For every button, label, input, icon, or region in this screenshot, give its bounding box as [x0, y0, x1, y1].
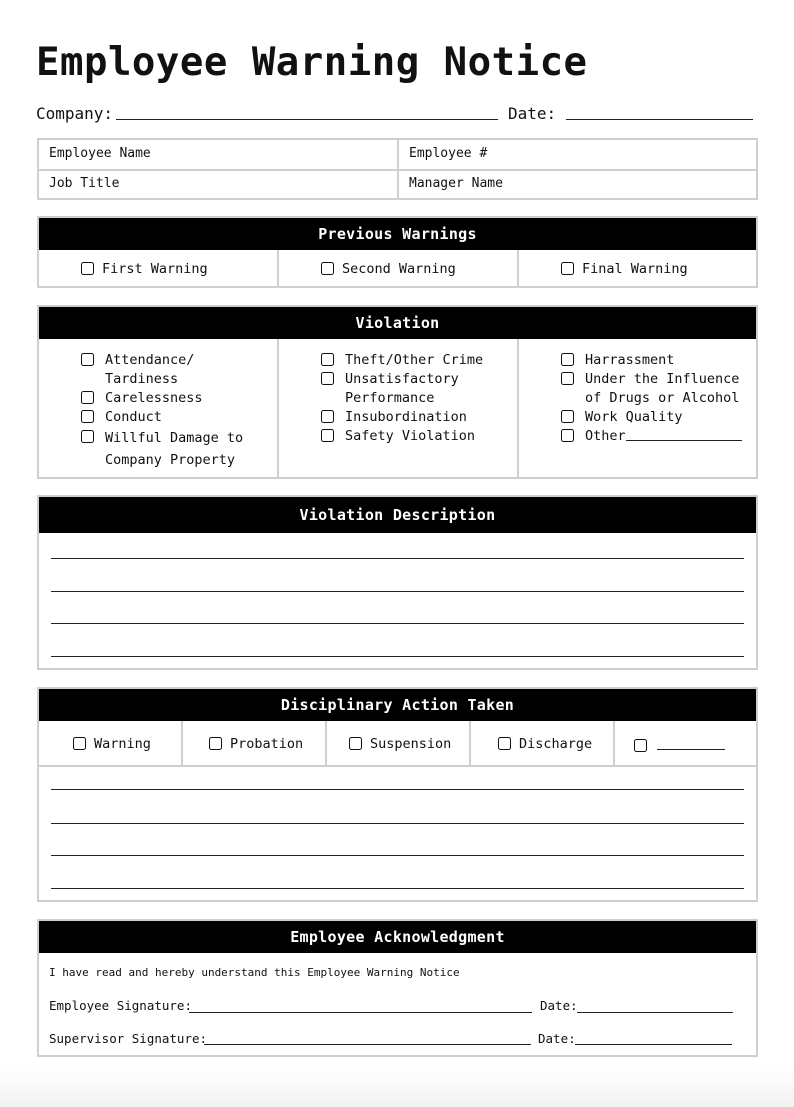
action-line[interactable] — [51, 855, 744, 856]
other-action-checkbox[interactable] — [634, 738, 725, 754]
acknowledgment-section — [37, 919, 758, 1057]
supervisor-date-label: Date: — [538, 1031, 576, 1046]
description-line[interactable] — [51, 558, 744, 559]
disciplinary-action-heading: Disciplinary Action Taken — [39, 689, 756, 721]
date-field[interactable] — [566, 119, 753, 120]
action-line[interactable] — [51, 789, 744, 790]
employee-signature-field[interactable] — [189, 1012, 532, 1013]
violation-description-section — [37, 495, 758, 670]
unsatisfactory-performance-checkbox[interactable]: Unsatisfactory Performance — [321, 370, 511, 408]
description-line[interactable] — [51, 623, 744, 624]
employee-name-field[interactable]: Employee Name — [49, 146, 151, 161]
date-label: Date: — [508, 104, 557, 123]
violation-column-1 — [81, 351, 271, 471]
disciplinary-action-section — [37, 687, 758, 902]
employee-number-field[interactable]: Employee # — [409, 146, 488, 161]
checkbox-icon — [81, 262, 94, 275]
employee-info-table — [37, 138, 758, 200]
probation-checkbox[interactable]: Probation — [209, 736, 303, 752]
page-title: Employee Warning Notice — [36, 40, 588, 85]
attendance-checkbox[interactable]: Attendance/ Tardiness — [81, 351, 271, 389]
under-influence-checkbox[interactable]: Under the Influence of Drugs or Alcohol — [561, 370, 757, 408]
violation-section — [37, 305, 758, 479]
harrassment-checkbox[interactable]: Harrassment — [561, 351, 757, 370]
violation-column-3 — [561, 351, 757, 446]
checkbox-icon — [321, 262, 334, 275]
supervisor-signature-label: Supervisor Signature: — [49, 1031, 208, 1046]
supervisor-signature-field[interactable] — [204, 1044, 531, 1045]
company-field[interactable] — [116, 119, 498, 120]
first-warning-checkbox[interactable]: First Warning — [81, 261, 208, 277]
discharge-checkbox[interactable]: Discharge — [498, 736, 592, 752]
warning-checkbox[interactable]: Warning — [73, 736, 151, 752]
description-line[interactable] — [51, 656, 744, 657]
work-quality-checkbox[interactable]: Work Quality — [561, 408, 757, 427]
conduct-checkbox[interactable]: Conduct — [81, 408, 271, 427]
manager-name-field[interactable]: Manager Name — [409, 176, 503, 191]
other-field[interactable] — [626, 428, 742, 441]
action-line[interactable] — [51, 888, 744, 889]
other-checkbox[interactable]: Other — [561, 427, 757, 446]
action-line[interactable] — [51, 823, 744, 824]
acknowledgment-heading: Employee Acknowledgment — [39, 921, 756, 953]
job-title-field[interactable]: Job Title — [49, 176, 120, 191]
checkbox-icon — [561, 262, 574, 275]
second-warning-checkbox[interactable]: Second Warning — [321, 261, 456, 277]
violation-description-heading: Violation Description — [39, 497, 756, 533]
insubordination-checkbox[interactable]: Insubordination — [321, 408, 511, 427]
company-label: Company: — [36, 104, 114, 123]
employee-date-field[interactable] — [577, 1012, 733, 1013]
safety-violation-checkbox[interactable]: Safety Violation — [321, 427, 511, 446]
supervisor-date-field[interactable] — [575, 1044, 732, 1045]
theft-checkbox[interactable]: Theft/Other Crime — [321, 351, 511, 370]
violation-heading: Violation — [39, 307, 756, 339]
suspension-checkbox[interactable]: Suspension — [349, 736, 451, 752]
carelessness-checkbox[interactable]: Carelessness — [81, 389, 271, 408]
page-bottom-shade — [0, 1067, 794, 1107]
other-action-field[interactable] — [657, 738, 725, 750]
acknowledgment-statement: I have read and hereby understand this Employee Warning Notice — [49, 966, 460, 979]
employee-date-label: Date: — [540, 998, 578, 1013]
employee-signature-label: Employee Signature: — [49, 998, 192, 1013]
violation-column-2 — [321, 351, 511, 446]
previous-warnings-heading: Previous Warnings — [39, 218, 756, 250]
final-warning-checkbox[interactable]: Final Warning — [561, 261, 688, 277]
previous-warnings-section — [37, 216, 758, 288]
description-line[interactable] — [51, 591, 744, 592]
willful-damage-checkbox[interactable]: Willful Damage to Company Property — [81, 427, 271, 471]
